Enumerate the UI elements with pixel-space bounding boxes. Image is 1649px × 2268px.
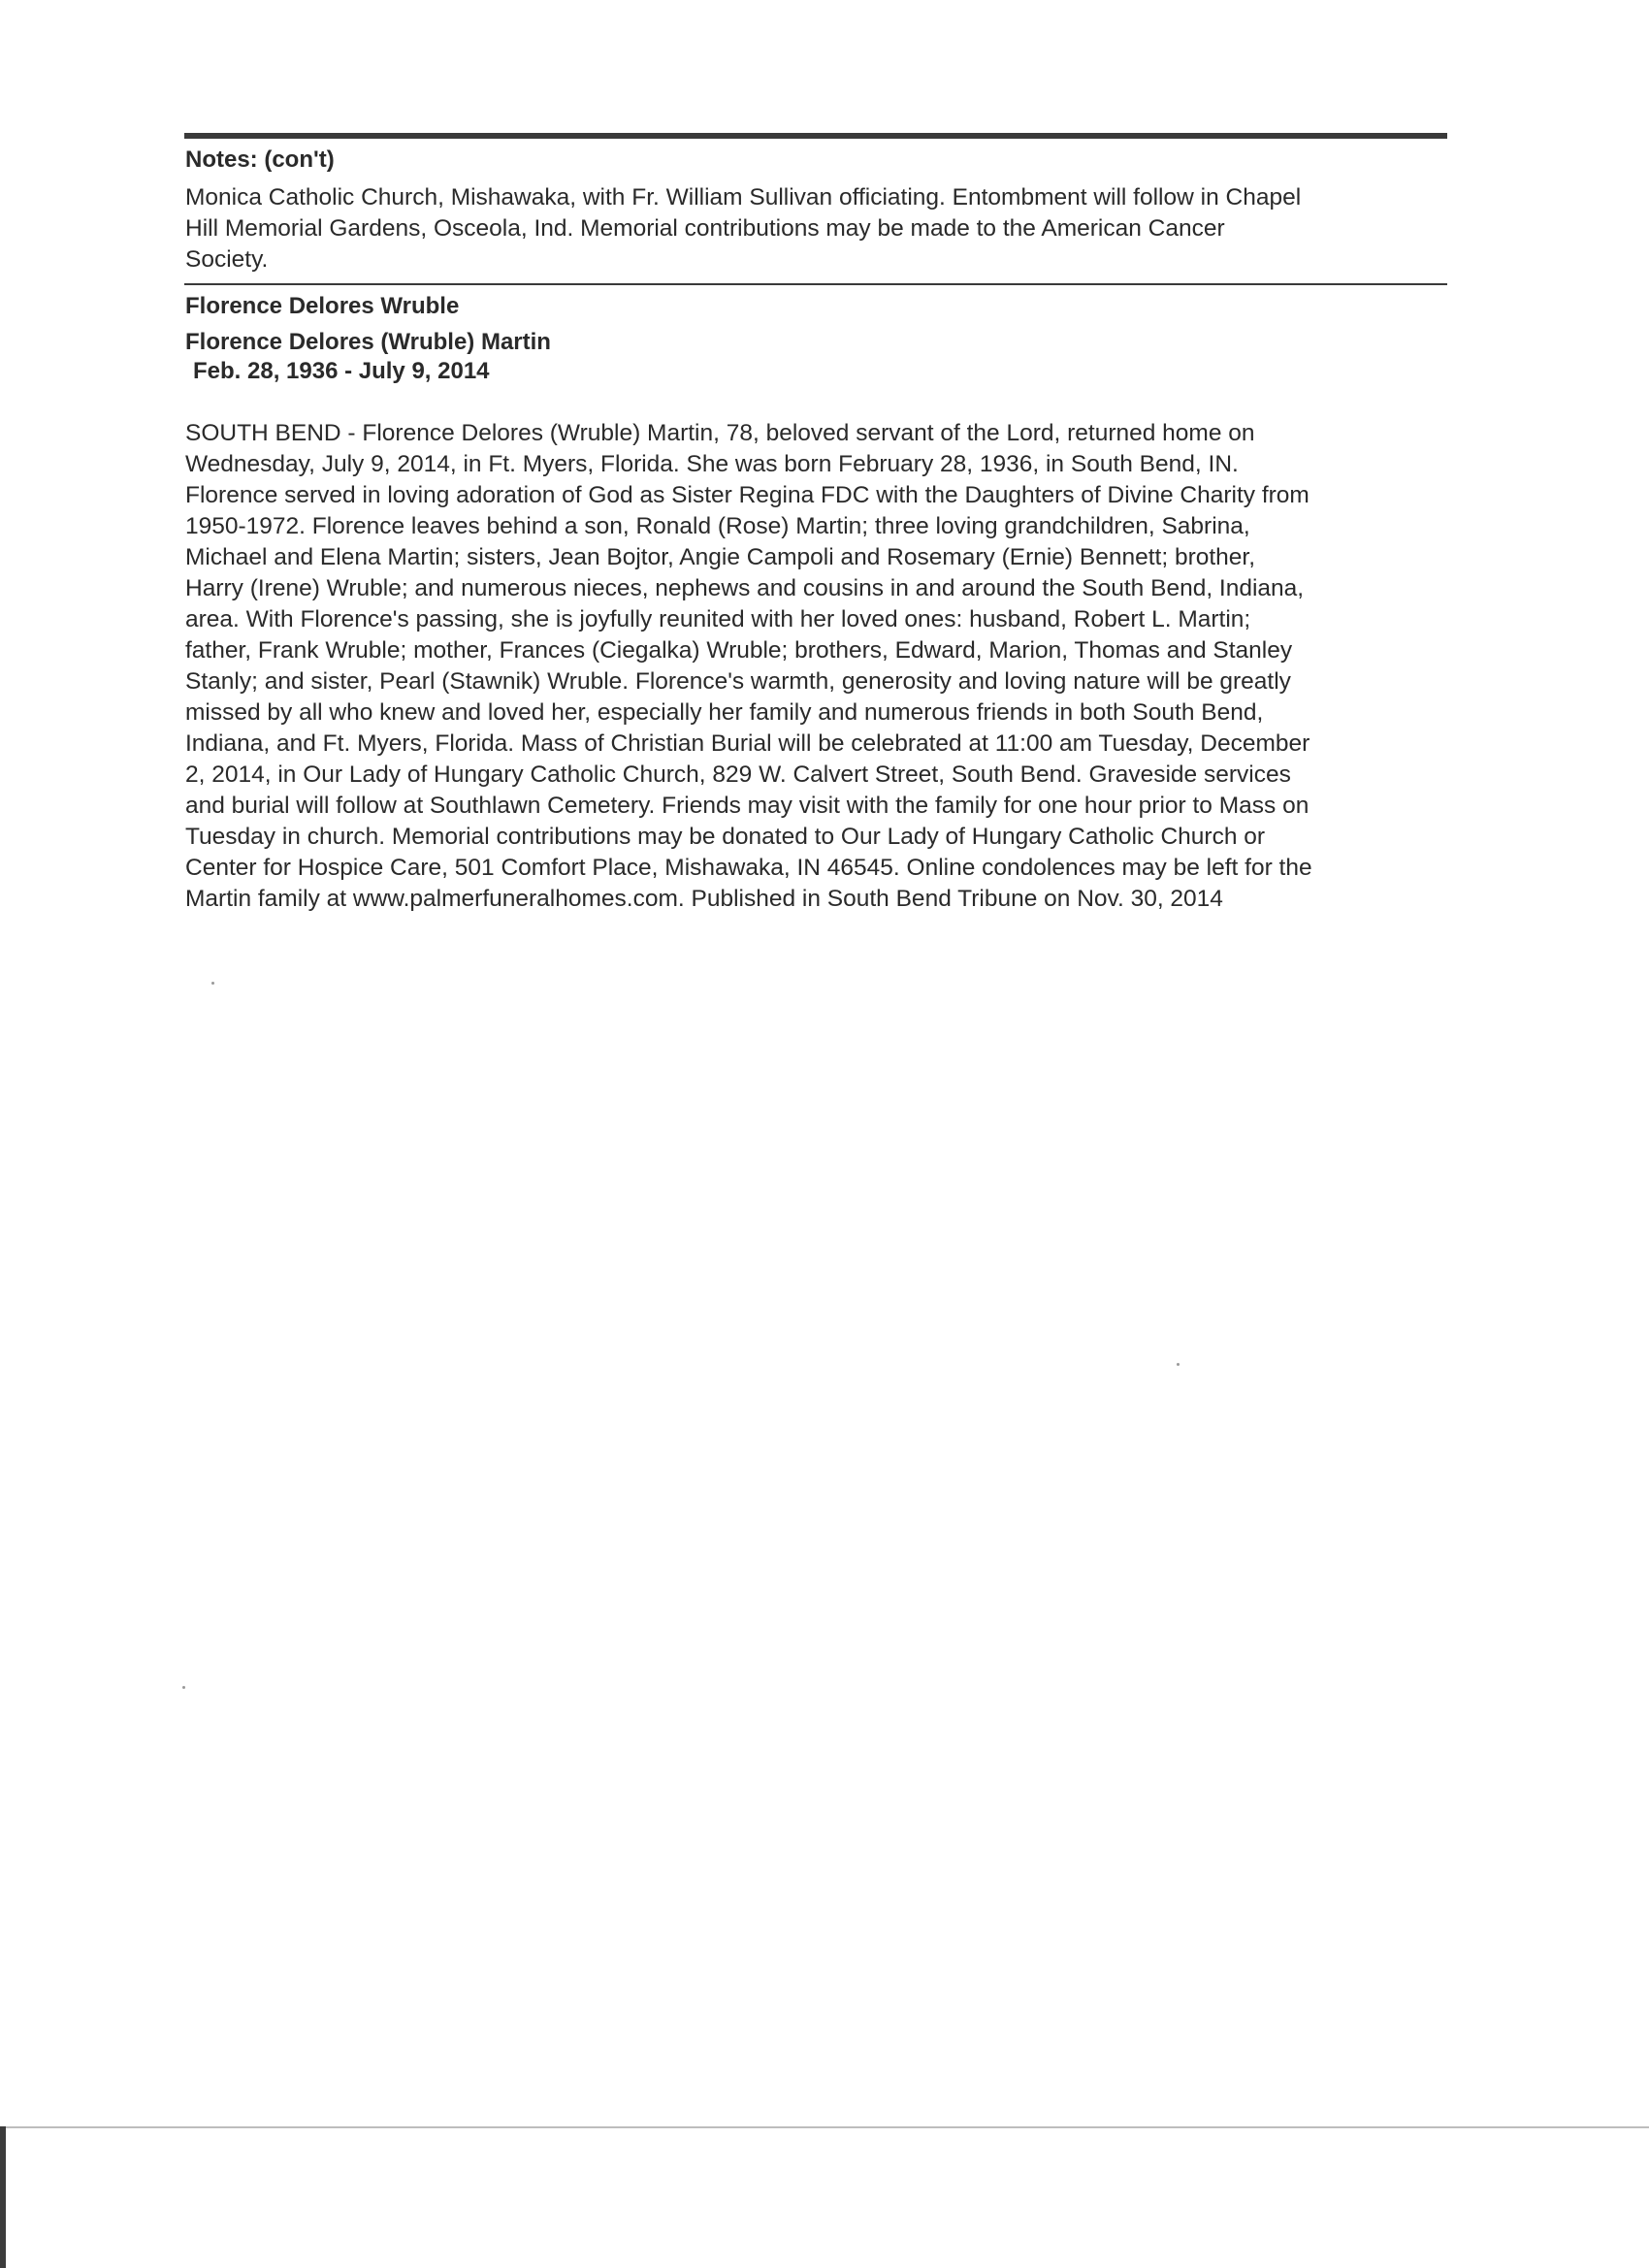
obituary-line: missed by all who knew and loved her, especially her family and numerous friends in both South Bend, — [185, 699, 1264, 726]
obituary-line: and burial will follow at Southlawn Cemetery. Friends may visit with the family for one hour prior to Mass on — [185, 793, 1310, 819]
obituary-line: SOUTH BEND - Florence Delores (Wruble) Martin, 78, beloved servant of the Lord, returned home on — [185, 420, 1255, 446]
scan-speck — [211, 982, 214, 985]
obituary-line: 1950-1972. Florence leaves behind a son, Ronald (Rose) Martin; three loving grandchildren, Sabrina, — [185, 513, 1250, 539]
scan-speck — [1177, 1363, 1180, 1366]
section-divider — [184, 283, 1447, 285]
obituary-line: Michael and Elena Martin; sisters, Jean Bojtor, Angie Campoli and Rosemary (Ernie) Bennett; brother, — [185, 544, 1256, 570]
obituary-line: Harry (Irene) Wruble; and numerous nieces, nephews and cousins in and around the South Bend, Indiana, — [185, 575, 1305, 601]
obituary-line: Center for Hospice Care, 501 Comfort Place, Mishawaka, IN 46545. Online condolences may be left for the — [185, 855, 1312, 881]
obituary-line: Wednesday, July 9, 2014, in Ft. Myers, Florida. She was born February 28, 1936, in South Bend, IN. — [185, 451, 1239, 477]
top-divider — [184, 133, 1447, 139]
obituary-line: Stanly; and sister, Pearl (Stawnik) Wruble. Florence's warmth, generosity and loving nature will be greatly — [185, 668, 1291, 695]
obituary-paragraph — [185, 418, 1485, 915]
obituary-married-name: Florence Delores (Wruble) Martin — [185, 329, 551, 355]
obituary-line: Tuesday in church. Memorial contributions may be donated to Our Lady of Hungary Catholic Church or — [185, 824, 1266, 850]
notes-paragraph — [185, 182, 1466, 275]
obituary-line: area. With Florence's passing, she is joyfully reunited with her loved ones: husband, Robert L. Martin; — [185, 606, 1251, 632]
notes-line: Society. — [185, 246, 269, 273]
notes-heading: Notes: (con't) — [185, 146, 335, 173]
obituary-name: Florence Delores Wruble — [185, 293, 460, 319]
obituary-line: Indiana, and Ft. Myers, Florida. Mass of Christian Burial will be celebrated at 11:00 am Tuesday, December — [185, 730, 1310, 757]
scan-left-edge — [0, 2126, 6, 2268]
scan-speck — [182, 1686, 185, 1689]
obituary-dates: Feb. 28, 1936 - July 9, 2014 — [193, 358, 490, 384]
notes-line: Hill Memorial Gardens, Osceola, Ind. Memorial contributions may be made to the American Cancer — [185, 215, 1225, 242]
obituary-line: father, Frank Wruble; mother, Frances (Ciegalka) Wruble; brothers, Edward, Marion, Thomas and Stanley — [185, 637, 1293, 664]
notes-line: Monica Catholic Church, Mishawaka, with Fr. William Sullivan officiating. Entombment will follow in Chapel — [185, 184, 1302, 211]
obituary-line: Florence served in loving adoration of God as Sister Regina FDC with the Daughters of Divine Charity from — [185, 482, 1310, 508]
obituary-line: Martin family at www.palmerfuneralhomes.com. Published in South Bend Tribune on Nov. 30, 2014 — [185, 886, 1223, 912]
obituary-line: 2, 2014, in Our Lady of Hungary Catholic Church, 829 W. Calvert Street, South Bend. Graveside services — [185, 761, 1291, 788]
scan-bottom-edge — [0, 2126, 1649, 2128]
